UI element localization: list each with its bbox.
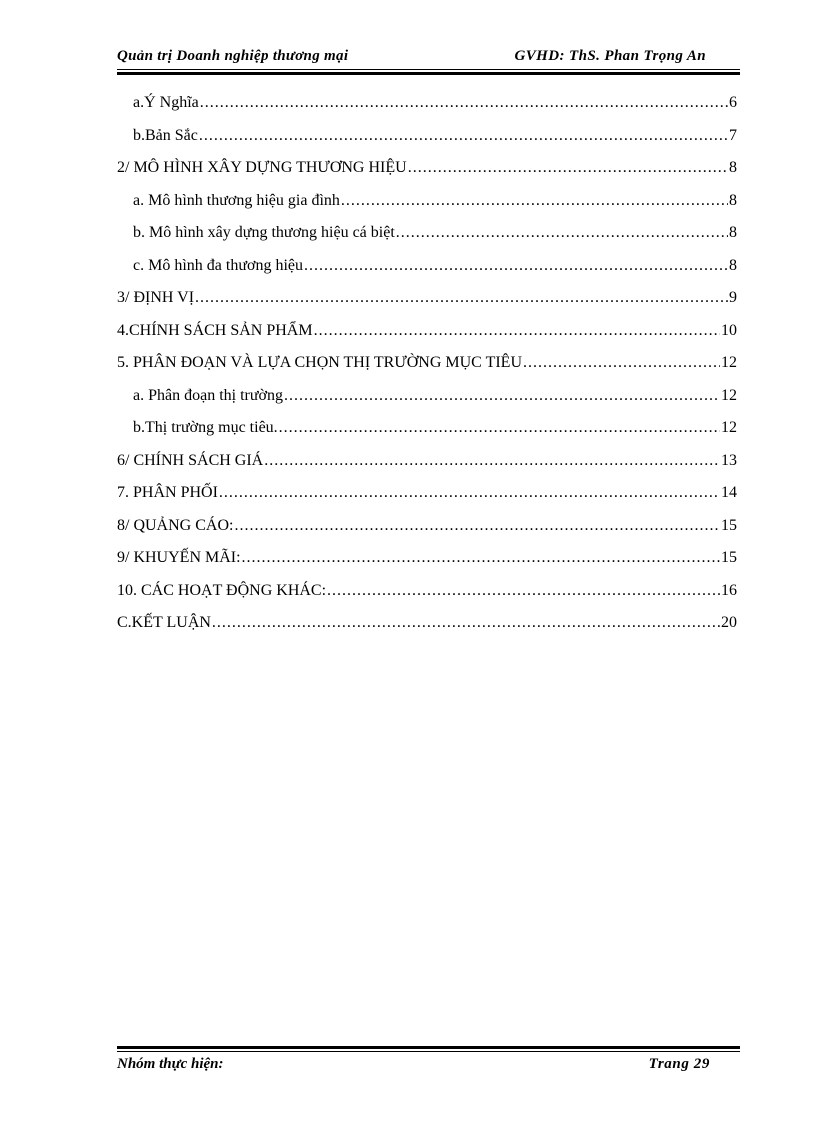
toc-entry-page: 12 [721, 419, 737, 436]
toc-dot-leader [523, 354, 720, 372]
toc-entry-label: a.Ý Nghĩa [133, 94, 199, 111]
toc-dot-leader [219, 484, 720, 502]
page-footer [117, 1056, 740, 1076]
header-rule-thin [117, 69, 740, 70]
header-rule-thick [117, 72, 740, 75]
toc-entry-page: 15 [721, 549, 737, 566]
toc-entry-label: c. Mô hình đa thương hiệu [133, 256, 303, 274]
toc-dot-leader [314, 322, 720, 340]
toc-entry[interactable] [117, 322, 737, 355]
toc-entry[interactable] [117, 127, 737, 160]
toc-dot-leader [279, 419, 720, 437]
toc-dot-leader [212, 614, 720, 632]
page-header [117, 48, 740, 68]
toc-entry-label: 7. PHÂN PHỐI [117, 484, 218, 501]
footer-group-label: Nhóm thực hiện: [117, 1056, 224, 1072]
toc-dot-leader [199, 127, 728, 145]
toc-entry[interactable] [117, 614, 737, 647]
header-instructor: GVHD: ThS. Phan Trọng An [514, 48, 706, 64]
table-of-contents [117, 94, 737, 647]
footer-page-number: Trang 29 [648, 1056, 710, 1072]
toc-entry-label: b.Thị trường mục tiêu. [133, 419, 278, 436]
footer-rule-thin [117, 1051, 740, 1052]
toc-entry-page: 16 [721, 581, 737, 599]
toc-entry[interactable] [117, 517, 737, 550]
toc-entry-page: 12 [721, 354, 737, 371]
toc-dot-leader [341, 192, 728, 210]
toc-entry-label: 9/ KHUYẾN MÃI: [117, 549, 241, 566]
toc-entry-page: 12 [721, 386, 737, 404]
toc-entry-label: 5. PHÂN ĐOẠN VÀ LỰA CHỌN THỊ TRƯỜNG MỤC TIÊU [117, 354, 522, 371]
toc-dot-leader [264, 452, 720, 470]
header-course-title: Quản trị Doanh nghiệp thương mại [117, 48, 349, 64]
toc-entry-page: 14 [721, 484, 737, 501]
toc-entry-page: 8 [729, 191, 737, 209]
toc-entry[interactable] [117, 387, 737, 420]
toc-entry-label: b.Bản Sắc [133, 126, 198, 144]
toc-entry[interactable] [117, 452, 737, 485]
toc-entry-label: 3/ ĐỊNH VỊ [117, 289, 195, 306]
toc-entry-label: 6/ CHÍNH SÁCH GIÁ [117, 451, 264, 469]
toc-dot-leader [242, 549, 720, 567]
toc-entry-label: b. Mô hình xây dựng thương hiệu cá biệt [133, 224, 395, 241]
toc-entry-label: 2/ MÔ HÌNH XÂY DỰNG THƯƠNG HIỆU [117, 159, 407, 176]
toc-entry-label: 4.CHÍNH SÁCH SẢN PHẨM [117, 321, 313, 339]
toc-entry-page: 8 [729, 256, 737, 274]
toc-dot-leader [327, 582, 720, 600]
toc-entry[interactable] [117, 419, 737, 452]
toc-entry[interactable] [117, 94, 737, 127]
toc-entry-label: C.KẾT LUẬN [117, 614, 211, 631]
toc-entry-label: a. Mô hình thương hiệu gia đình [133, 191, 340, 209]
footer-rule-thick [117, 1046, 740, 1049]
toc-entry-page: 8 [729, 159, 737, 176]
toc-entry-page: 8 [729, 224, 737, 241]
toc-entry[interactable] [117, 257, 737, 290]
toc-entry[interactable] [117, 224, 737, 257]
toc-entry-page: 9 [729, 289, 737, 306]
toc-entry-label: 10. CÁC HOẠT ĐỘNG KHÁC: [117, 581, 327, 599]
toc-dot-leader [200, 94, 728, 112]
toc-entry-page: 15 [721, 516, 737, 534]
toc-entry[interactable] [117, 159, 737, 192]
toc-dot-leader [284, 387, 720, 405]
toc-entry-page: 10 [721, 321, 737, 339]
toc-entry[interactable] [117, 549, 737, 582]
toc-dot-leader [195, 289, 728, 307]
toc-dot-leader [304, 257, 728, 275]
toc-entry[interactable] [117, 484, 737, 517]
toc-entry[interactable] [117, 582, 737, 615]
toc-entry-label: a. Phân đoạn thị trường [133, 386, 283, 404]
toc-entry[interactable] [117, 354, 737, 387]
toc-entry-page: 20 [721, 614, 737, 631]
toc-entry[interactable] [117, 289, 737, 322]
toc-dot-leader [408, 159, 728, 177]
toc-entry-page: 7 [729, 126, 737, 144]
toc-entry[interactable] [117, 192, 737, 225]
toc-entry-page: 13 [721, 451, 737, 469]
toc-entry-page: 6 [729, 94, 737, 111]
toc-entry-label: 8/ QUẢNG CÁO: [117, 516, 234, 534]
toc-dot-leader [396, 224, 728, 242]
toc-dot-leader [234, 517, 720, 535]
